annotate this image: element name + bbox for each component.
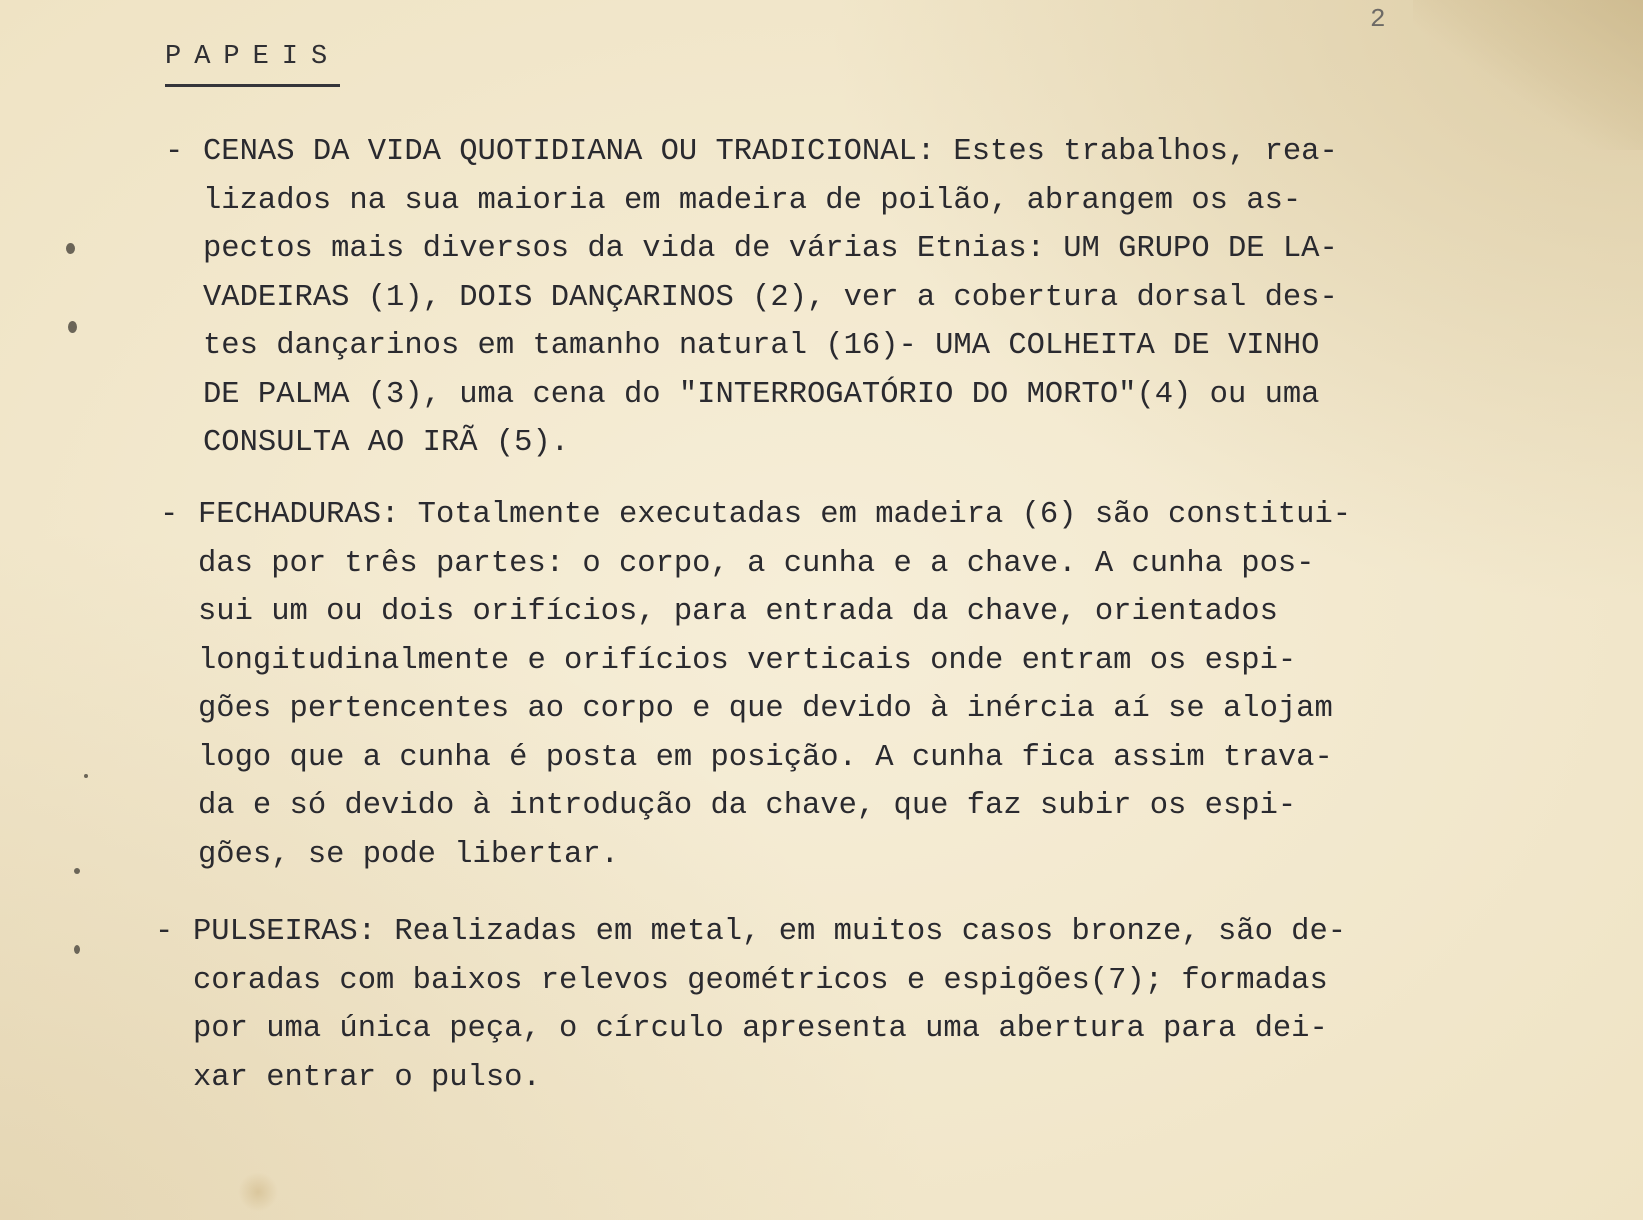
section-fechaduras — [160, 491, 1351, 879]
bullet-dash: - — [165, 135, 184, 169]
text-line: xar entrar o pulso. — [193, 1060, 541, 1095]
text-line: por uma única peça, o círculo apresenta uma abertura para dei- — [193, 1012, 1328, 1046]
section-pulseiras — [155, 908, 1346, 1102]
bullet-dash: - — [155, 915, 174, 949]
text-line: CONSULTA AO IRÃ (5). — [203, 426, 570, 460]
text-line: das por três partes: o corpo, a cunha e a chave. A cunha pos- — [198, 546, 1315, 581]
text-line: gões, se pode libertar. — [198, 837, 619, 872]
text-line: VADEIRAS (1), DOIS DANÇARINOS (2), ver a cobertura dorsal des- — [203, 280, 1338, 315]
bullet-dash: - — [160, 498, 179, 532]
text-line: logo que a cunha é posta em posição. A cunha fica assim trava- — [198, 740, 1333, 775]
text-line: CENAS DA VIDA QUOTIDIANA OU TRADICIONAL: Estes trabalhos, rea- — [203, 135, 1338, 169]
text-line: lizados na sua maioria em madeira de poilão, abrangem os as- — [203, 183, 1302, 218]
text-line: DE PALMA (3), uma cena do "INTERROGATÓRIO DO MORTO"(4) ou uma — [203, 377, 1320, 412]
paper-stain — [238, 1172, 278, 1212]
text-line: da e só devido à introdução da chave, que faz subir os espi- — [198, 789, 1297, 823]
binder-hole-mark — [74, 945, 80, 954]
text-line: PULSEIRAS: Realizadas em metal, em muitos casos bronze, são de- — [193, 915, 1347, 949]
binder-hole-mark — [66, 243, 75, 254]
text-line: coradas com baixos relevos geométricos e espigões(7); formadas — [193, 963, 1328, 998]
text-line: gões pertencentes ao corpo e que devido à inércia aí se alojam — [198, 692, 1333, 726]
binder-hole-mark — [74, 868, 80, 874]
section-cenas — [165, 128, 1338, 468]
text-line: pectos mais diversos da vida de várias Etnias: UM GRUPO DE LA- — [203, 232, 1338, 266]
text-line: longitudinalmente e orifícios verticais onde entram os espi- — [198, 643, 1297, 678]
text-line: tes dançarinos em tamanho natural (16)- UMA COLHEITA DE VINHO — [203, 329, 1320, 363]
page-number: 2 — [1370, 4, 1386, 34]
text-line: sui um ou dois orifícios, para entrada da chave, orientados — [198, 595, 1278, 629]
folded-corner — [1413, 0, 1643, 150]
binder-hole-mark — [68, 321, 77, 333]
page-heading: PAPEIS — [165, 42, 340, 87]
text-line: FECHADURAS: Totalmente executadas em madeira (6) são constitui- — [198, 498, 1352, 532]
binder-hole-mark — [84, 774, 88, 778]
